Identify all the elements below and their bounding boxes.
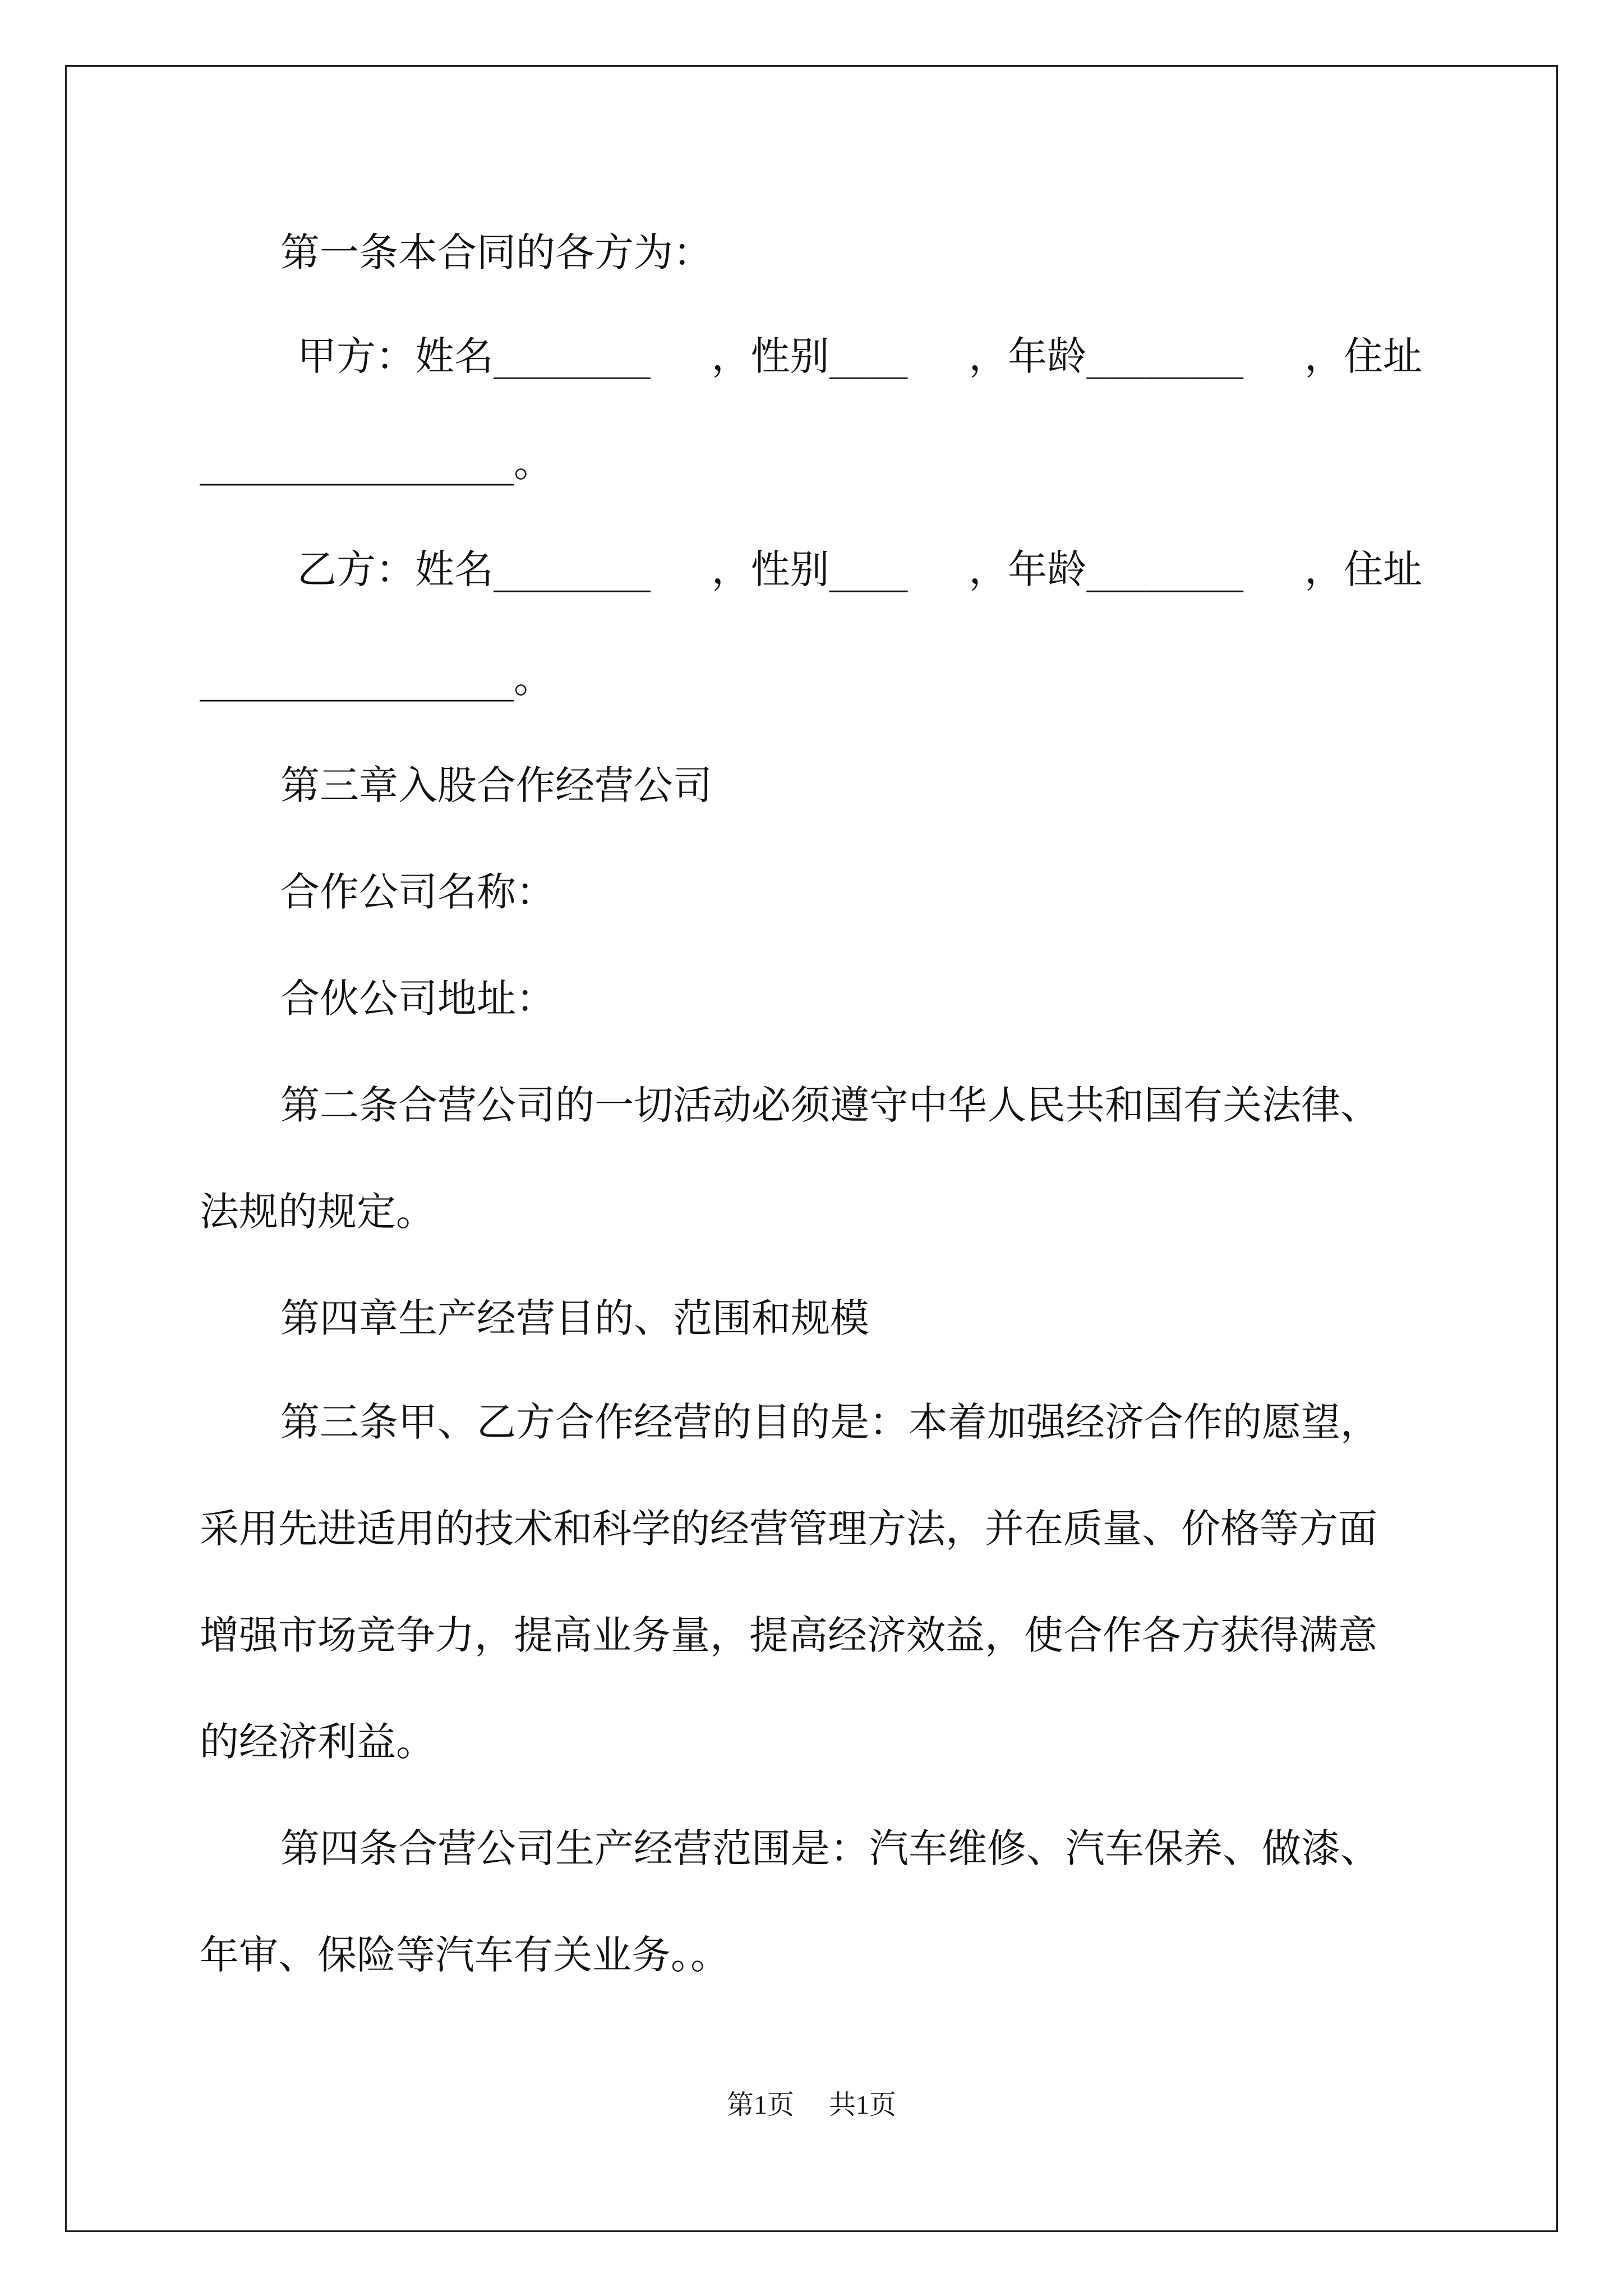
party-a-name-label: 甲方：姓名________ <box>297 333 651 379</box>
clause-3-line-1: 第三条甲、乙方合作经营的目的是：本着加强经济合作的愿望， <box>280 1399 1380 1445</box>
page-footer <box>0 2088 1623 2122</box>
page-total: 共1页 <box>829 2090 897 2120</box>
party-a-address-label: ，住址 <box>1304 333 1422 379</box>
clause-2-line-2: 法规的规定。 <box>200 1189 435 1235</box>
clause-3-line-4: 的经济利益。 <box>200 1719 435 1765</box>
chapter-4-heading: 第四章生产经营目的、范围和规模 <box>280 1295 869 1341</box>
company-name-field: 合作公司名称： <box>280 869 555 915</box>
clause-4-line-2: 年审、保险等汽车有关业务。。 <box>200 1932 730 1978</box>
clause-1-heading: 第一条本合同的各方为： <box>280 229 712 275</box>
clause-3-line-2: 采用先进适用的技术和科学的经营管理方法，并在质量、价格等方面 <box>200 1506 1377 1552</box>
party-b-line <box>200 544 1422 595</box>
party-b-name-label: 乙方：姓名________ <box>297 546 651 592</box>
clause-2-line-1: 第二条合营公司的一切活动必须遵守中华人民共和国有关法律、 <box>280 1082 1380 1128</box>
page-number: 第1页 <box>726 2090 794 2120</box>
party-a-line <box>200 331 1422 381</box>
party-a-address-blank: ________________。 <box>200 440 553 486</box>
chapter-3-heading: 第三章入股合作经营公司 <box>280 762 712 808</box>
clause-3-line-3: 增强市场竞争力，提高业务量，提高经济效益，使合作各方获得满意 <box>200 1612 1377 1658</box>
party-b-address-blank: ________________。 <box>200 656 553 702</box>
party-a-age-label: ，年龄________ <box>969 333 1244 379</box>
party-a-gender-label: ，性别____ <box>711 333 908 379</box>
clause-4-line-1: 第四条合营公司生产经营范围是：汽车维修、汽车保养、做漆、 <box>280 1825 1380 1871</box>
page-border <box>65 65 1558 2232</box>
party-b-address-label: ，住址 <box>1304 546 1422 592</box>
company-address-field: 合伙公司地址： <box>280 976 555 1022</box>
party-b-gender-label: ，性别____ <box>711 546 908 592</box>
party-b-age-label: ，年龄________ <box>969 546 1244 592</box>
